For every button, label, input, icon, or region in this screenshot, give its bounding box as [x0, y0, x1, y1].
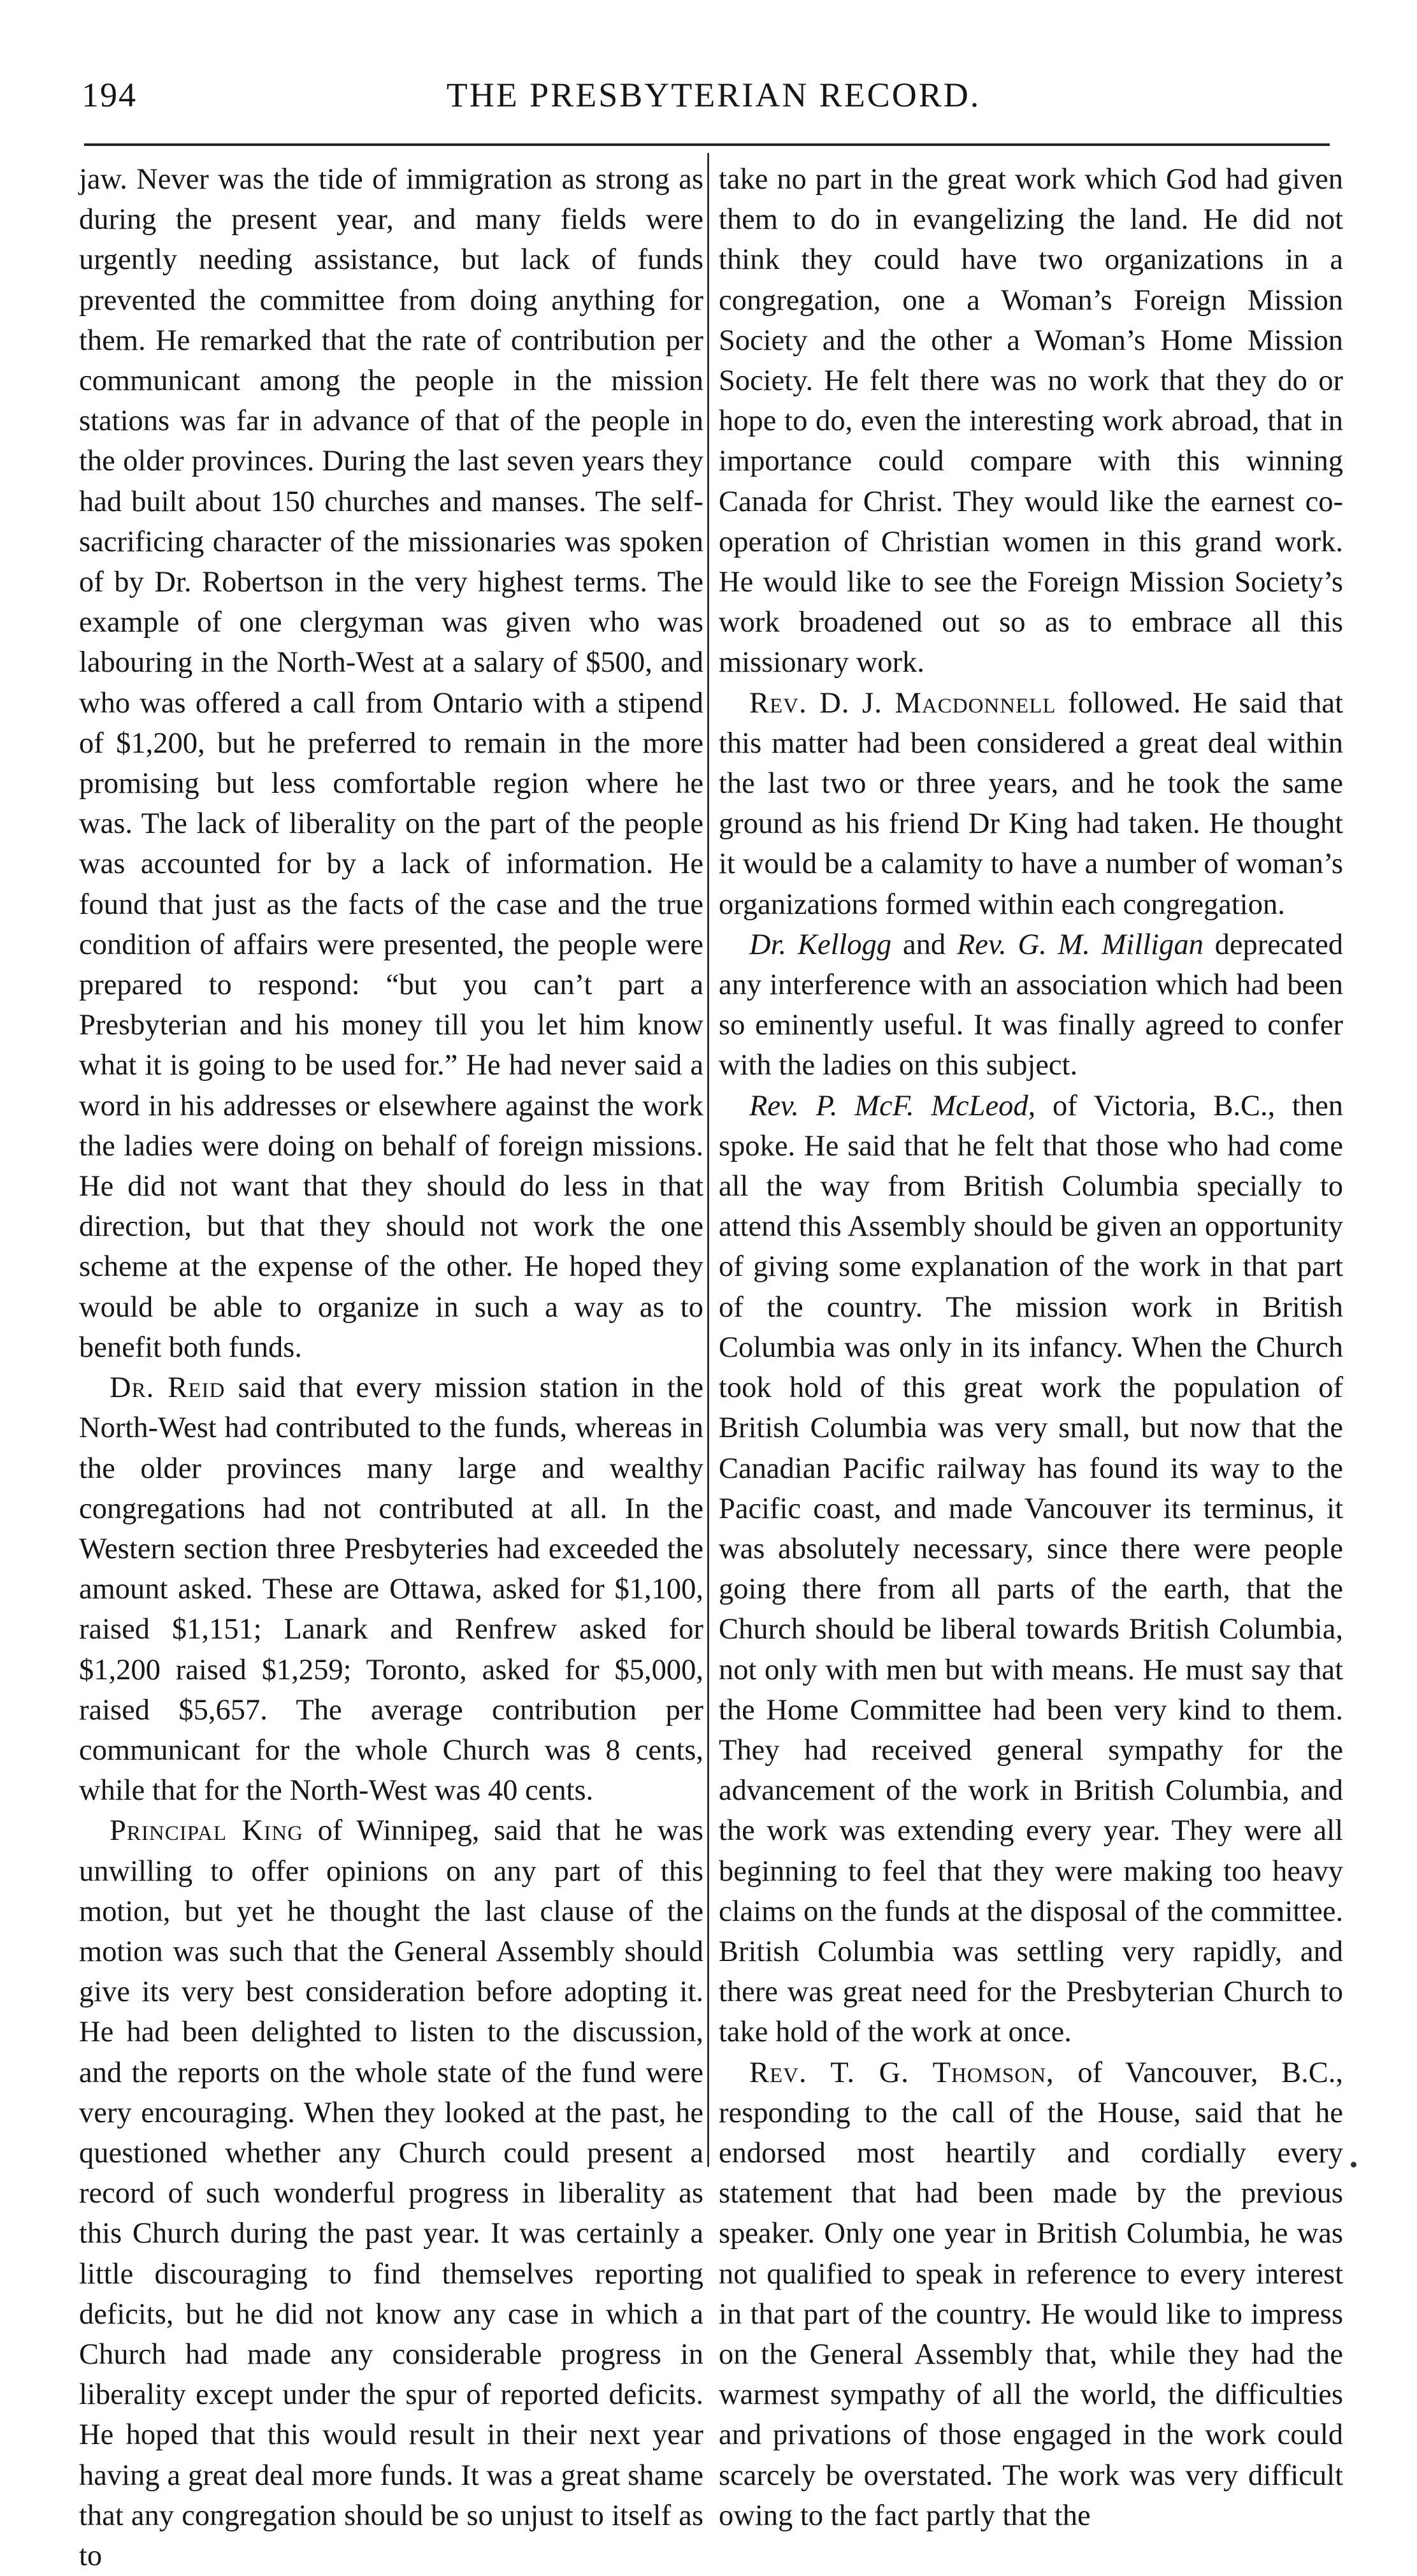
speaker-name: Dr. Reid — [110, 1371, 226, 1405]
paragraph-kellogg-milligan — [719, 925, 1343, 1086]
page-number: 194 — [82, 76, 137, 114]
paragraph-text: said that every mission station in the North-West had contributed to the funds, whereas in the older provinces many large and wealthy congregations had not contributed at all. In the Western section three Presbyteries had exceeded the amount asked. These are Ottawa, asked for $1,100, raised $1,151; Lanark and Renfrew asked for $1,200 raised $1,259; Toronto, asked for $5,000, raised $5,657. The average contribution per communicant for the whole Church was 8 cents, while that for the North-West was 40 cents. — [79, 1371, 703, 1807]
speaker-name: Rev. G. M. Milligan — [956, 928, 1204, 961]
running-title: THE PRESBYTERIAN RECORD. — [446, 76, 981, 114]
header-rule — [84, 143, 1330, 146]
speaker-name: Dr. Kellogg — [749, 928, 892, 961]
right-column — [719, 159, 1343, 2532]
paragraph-thomson — [719, 2053, 1343, 2536]
speaker-name: Rev. T. G. Thomson, — [749, 2056, 1054, 2089]
paragraph-dr-reid — [79, 1368, 703, 1811]
paragraph-principal-king — [79, 1811, 703, 2576]
paragraph-text: of Victoria, B.C., then spoke. He said that he felt that those who had come all the way from British Columbia specially to attend this Assembly should be given an opportunity of giving some explanation of the work in that part of the country. The mission work in British Columbia was only in its infancy. When the Church took hold of this great work the population of British Columbia was very small, but now that the Canadian Pacific railway has found its way to the Pacific coast, and made Vancouver its terminus, it was absolutely necessary, since there were people going there from all parts of the earth, that the Church should be liberal towards British Columbia, not only with men but with means. He must say that the Home Committee had been very kind to them. They had received general sympathy for the advancement of the work in British Columbia, and the work was extending every year. They were all beginning to feel that they were making too heavy claims on the funds at the disposal of the committee. British Columbia was settling very rapidly, and there was great need for the Presbyterian Church to take hold of the work at once. — [719, 1089, 1343, 2049]
paragraph-robertson-continued: jaw. Never was the tide of immigration as strong as during the present year, and many fields were urgently needing assistance, but lack of funds prevented the committee from doing anything for them. He remarked that the rate of contribution per communicant among the people in the mission stations was far in advance of that of the people in the older provinces. During the last seven years they had built about 150 churches and manses. The self-sacrificing character of the missionaries was spoken of by Dr. Robertson in the very highest terms. The example of one clergyman was given who was labouring in the North-West at a salary of $500, and who was offered a call from Ontario with a stipend of $1,200, but he preferred to remain in the more promising but less comfortable region where he was. The lack of liberality on the part of the people was accounted for by a lack of information. He found that just as the facts of the case and the true condition of affairs were presented, the people were prepared to respond: “but you can’t part a Presbyterian and his money till you let him know what it is going to be used for.” He had never said a word in his addresses or elsewhere against the work the ladies were doing on behalf of foreign missions. He did not want that they should do less in that direction, but that they should not work the one scheme at the expense of the other. He hoped they would be able to organize in such a way as to benefit both funds. — [79, 163, 703, 1364]
paragraph-king-continued: take no part in the great work which God had given them to do in evangelizing the land. He did not think they could have two organizations in a congregation, one a Woman’s Foreign Mission Society and the other a Woman’s Home Mission Society. He felt there was no work that they do or hope to do, even the interesting work abroad, that in importance could compare with this winning Canada for Christ. They would like the earnest co-operation of Christian women in this grand work. He would like to see the Foreign Mission Society’s work broadened out so as to embrace all this missionary work. — [719, 163, 1343, 679]
conjunction: and — [891, 928, 957, 961]
paragraph-text: followed. He said that this matter had been considered a great deal within the last two or three years, and he took the same ground as his friend Dr King had taken. He thought it would be a calamity to have a number of woman’s organizations formed within each congregation. — [719, 686, 1343, 921]
column-divider — [707, 153, 709, 2167]
speaker-name: Principal King — [110, 1814, 303, 1848]
left-column — [79, 159, 703, 2572]
paragraph-text: deprecated any interference with an association which had been so eminently useful. It was finally agreed to confer with the ladies on this subject. — [719, 928, 1343, 1082]
paragraph-macdonnell — [719, 683, 1343, 925]
paragraph-text: of Vancouver, B.C., responding to the call of the House, said that he endorsed most heartily and cordially every statement that had been made by the previous speaker. Only one year in British Columbia, he was not qualified to speak in reference to every interest in that part of the country. He would like to impress on the General Assembly that, while they had the warmest sympathy of all the world, the difficulties and privations of those engaged in the work could scarcely be overstated. The work was very difficult owing to the fact partly that the — [719, 2056, 1343, 2532]
paragraph-mcleod — [719, 1086, 1343, 2053]
paragraph-text: of Winnipeg, said that he was unwilling to offer opinions on any part of this motion, but yet he thought the last clause of the motion was such that the General Assembly should give its very best consideration before adopting it. He had been delighted to listen to the discussion, and the reports on the whole state of the fund were very encouraging. When they looked at the past, he questioned whether any Church could present a record of such wonderful progress in liberality as this Church during the past year. It was certainly a little discouraging to find themselves reporting deficits, but he did not know any case in which a Church had made any considerable progress in liberality except under the spur of reported deficits. He hoped that this would result in their next year having a great deal more funds. It was a great shame that any congregation should be so unjust to itself as to — [79, 1814, 703, 2572]
speaker-name: Rev. P. McF. McLeod, — [749, 1089, 1036, 1122]
print-speck — [1351, 2162, 1356, 2167]
speaker-name: Rev. D. J. Macdonnell — [749, 686, 1056, 720]
